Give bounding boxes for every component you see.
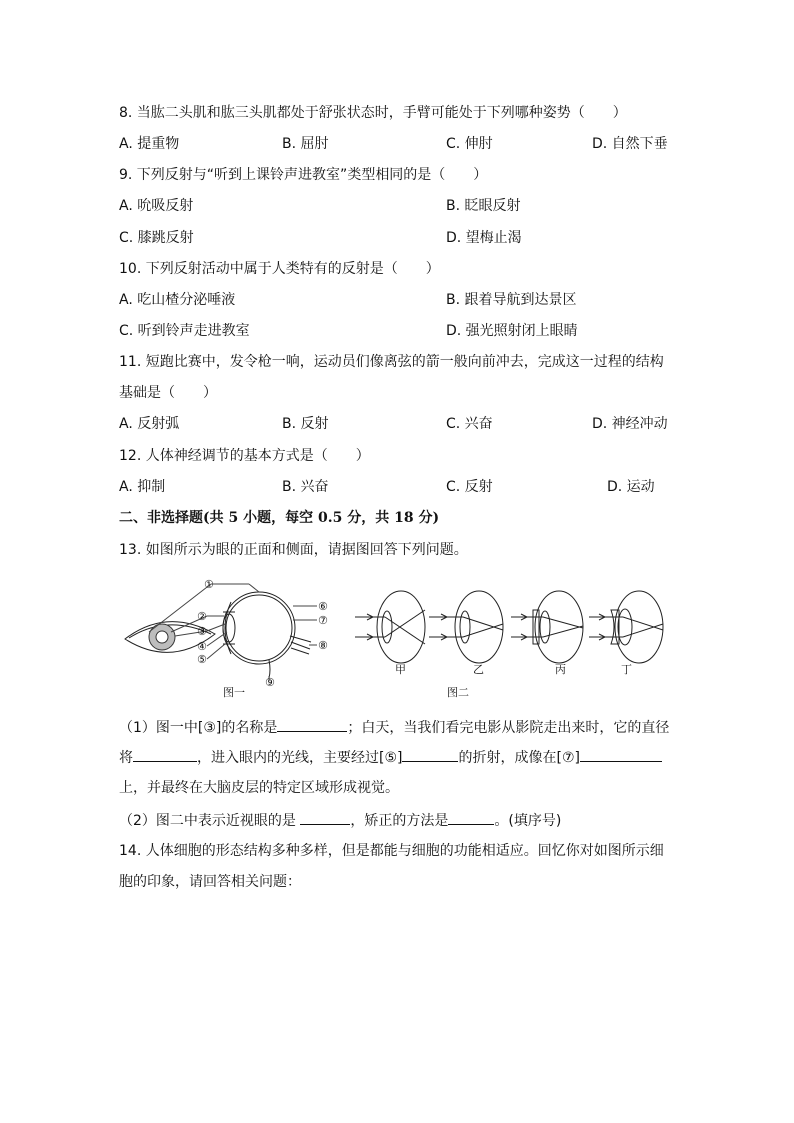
q9-option-a: A. 吮吸反射: [119, 198, 194, 214]
q11-stem-line2: 基础是（ ）: [119, 385, 217, 401]
diagram-jia: [355, 591, 425, 663]
q8-option-b: B. 屈肘: [282, 136, 329, 152]
q11-option-d: D. 神经冲动: [592, 416, 668, 432]
eyeball-side-view: [223, 592, 311, 678]
q13-p1-text-e: 的折射，成像在[⑦]: [458, 750, 580, 766]
q12-option-d: D. 运动: [607, 479, 655, 495]
figure-label-4: ④: [197, 640, 207, 653]
answer-blank-1[interactable]: [277, 716, 347, 732]
q8-option-c: C. 伸肘: [446, 136, 493, 152]
q13-p2-text-a: （2）图二中表示近视眼的是: [119, 813, 301, 829]
sublabel-ding: 丁: [621, 663, 632, 676]
q13-p1-text-d: ，进入眼内的光线，主要经过[⑤]: [197, 750, 403, 766]
q13-p1-text-b: ；白天，当我们看完电影从影院走出来时，它的直径: [347, 720, 670, 736]
q11-option-a: A. 反射弧: [119, 416, 180, 432]
q12-option-c: C. 反射: [446, 479, 493, 495]
diagram-ding: [589, 591, 663, 663]
figure-label-8: ⑧: [318, 639, 328, 652]
q8-option-d: D. 自然下垂: [592, 136, 668, 152]
figure-label-7: ⑦: [318, 614, 328, 627]
figure-label-1: ①: [204, 578, 214, 591]
figure-label-6: ⑥: [318, 600, 328, 613]
q12-option-a: A. 抑制: [119, 479, 166, 495]
q12-stem: 12. 人体神经调节的基本方式是（ ）: [119, 448, 370, 464]
figure2-caption: 图二: [447, 686, 469, 699]
answer-blank-6[interactable]: [448, 809, 494, 825]
eye-figure: [119, 572, 679, 702]
q10-stem: 10. 下列反射活动中属于人类特有的反射是（ ）: [119, 261, 440, 277]
q9-stem: 9. 下列反射与“听到上课铃声进教室”类型相同的是（ ）: [119, 167, 488, 183]
q11-option-c: C. 兴奋: [446, 416, 493, 432]
q9-option-b: B. 眨眼反射: [446, 198, 521, 214]
figure-label-3: ③: [197, 625, 207, 638]
q13-stem: 13. 如图所示为眼的正面和侧面，请据图回答下列问题。: [119, 542, 468, 558]
figure-label-5: ⑤: [197, 653, 207, 666]
q12-option-b: B. 兴奋: [282, 479, 329, 495]
diagram-bing: [511, 591, 583, 663]
figure-label-2: ②: [197, 610, 207, 623]
q9-option-d: D. 望梅止渴: [446, 230, 522, 246]
q10-option-c: C. 听到铃声走进教室: [119, 323, 250, 339]
figure1-caption: 图一: [223, 686, 245, 699]
sublabel-jia: 甲: [395, 663, 406, 676]
q13-p1-text-c: 将: [119, 750, 133, 766]
diagram-yi: [429, 591, 503, 663]
q13-p1-text-a: （1）图一中[③]的名称是: [119, 720, 278, 736]
q11-stem-line1: 11. 短跑比赛中，发令枪一响，运动员们像离弦的箭一般向前冲去，完成这一过程的结构: [119, 354, 664, 370]
answer-blank-4[interactable]: [580, 746, 662, 762]
q14-stem-line2: 胞的印象，请回答相关问题：: [119, 874, 301, 890]
q10-option-b: B. 跟着导航到达景区: [446, 292, 577, 308]
q10-option-a: A. 吃山楂分泌唾液: [119, 292, 236, 308]
section-heading: 二、非选择题(共 5 小题，每空 0.5 分，共 18 分): [119, 510, 440, 526]
q11-option-b: B. 反射: [282, 416, 329, 432]
q10-option-d: D. 强光照射闭上眼睛: [446, 323, 578, 339]
figure-label-9: ⑨: [265, 676, 275, 689]
q8-stem: 8. 当肱二头肌和肱三头肌都处于舒张状态时，手臂可能处于下列哪种姿势（ ）: [119, 105, 627, 121]
q8-option-a: A. 提重物: [119, 136, 180, 152]
sublabel-yi: 乙: [473, 663, 484, 676]
q13-part1-line2: [119, 746, 662, 768]
q13-part1-line1: [119, 716, 669, 738]
q13-part1-line3: 上，并最终在大脑皮层的特定区域形成视觉。: [119, 780, 399, 796]
q13-p2-text-b: ，矫正的方法是: [350, 813, 449, 829]
q14-stem-line1: 14. 人体细胞的形态结构多种多样，但是都能与细胞的功能相适应。回忆你对如图所示细: [119, 843, 664, 859]
answer-blank-5[interactable]: [300, 809, 350, 825]
answer-blank-3[interactable]: [402, 746, 458, 762]
sublabel-bing: 丙: [555, 663, 566, 676]
q13-p2-text-c: 。(填序号): [494, 813, 562, 829]
q9-option-c: C. 膝跳反射: [119, 230, 194, 246]
answer-blank-2[interactable]: [133, 746, 197, 762]
q13-part2-line: [119, 809, 561, 831]
